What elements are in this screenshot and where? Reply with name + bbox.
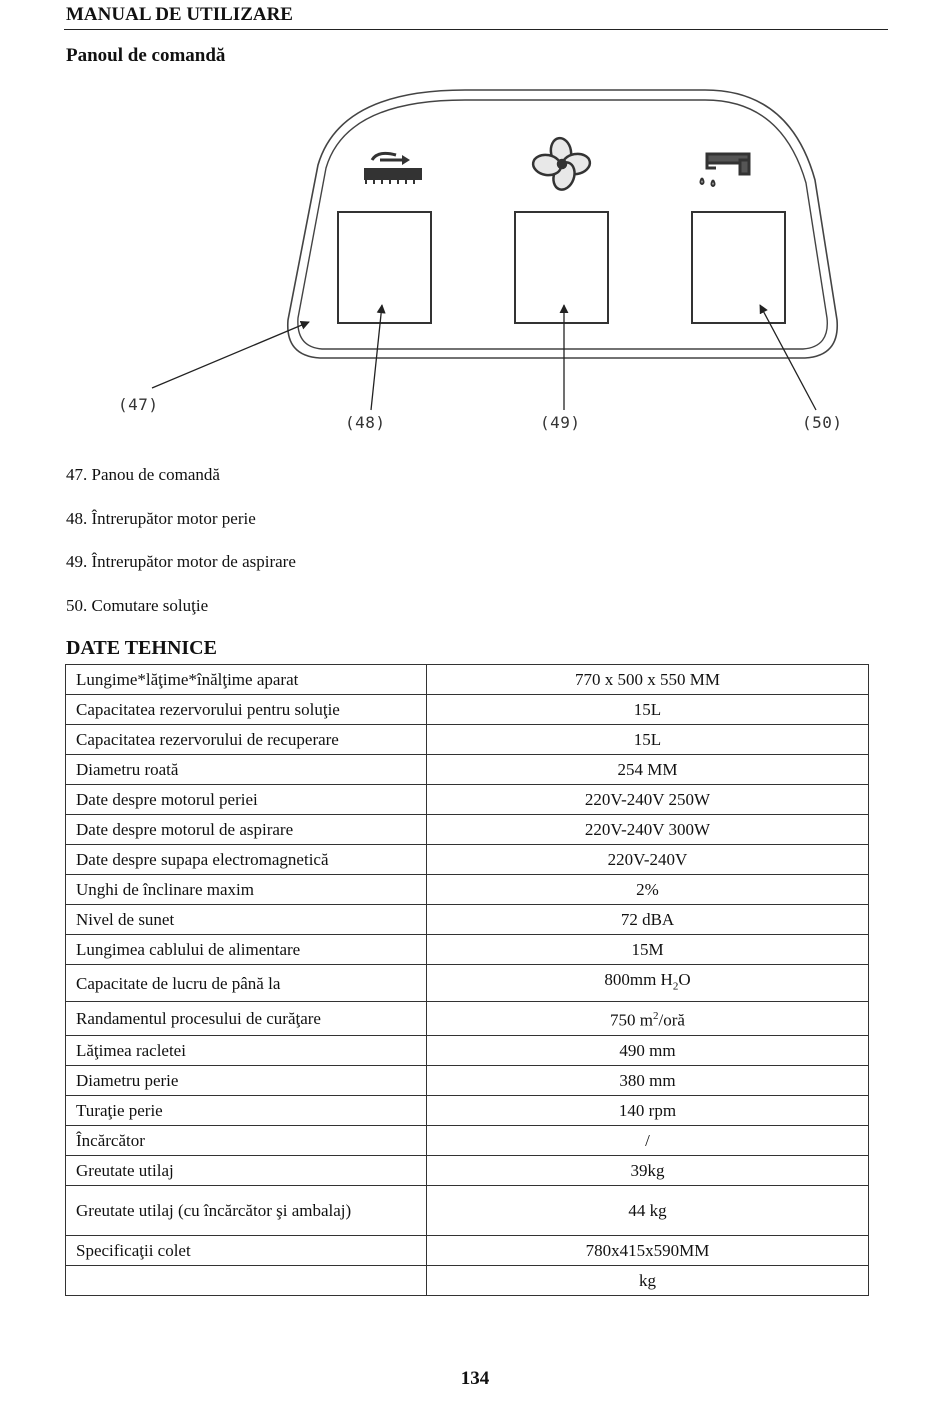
spec-value: 72 dBA — [427, 905, 869, 935]
spec-name: Turaţie perie — [66, 1096, 427, 1126]
spec-name: Lungimea cablului de alimentare — [66, 935, 427, 965]
table-row — [66, 725, 869, 755]
legend-item: 48. Întrerupător motor perie — [66, 509, 256, 528]
table-row — [66, 1002, 869, 1036]
manual-title: MANUAL DE UTILIZARE — [66, 4, 293, 25]
table-row — [66, 695, 869, 725]
spec-name: Randamentul procesului de curăţare — [66, 1002, 427, 1036]
spec-value: 2% — [427, 875, 869, 905]
spec-value: 750 $m^2$/oră — [427, 1002, 869, 1036]
spec-name: Lăţimea racletei — [66, 1036, 427, 1066]
spec-name: Capacitate de lucru de până la — [66, 965, 427, 1002]
spec-name: Diametru roată — [66, 755, 427, 785]
spec-name: Lungime*lăţime*înălţime aparat — [66, 665, 427, 695]
table-row — [66, 1066, 869, 1096]
spec-value: 490 mm — [427, 1036, 869, 1066]
spec-value: 780x415x590MM — [427, 1236, 869, 1266]
spec-value: 220V-240V — [427, 845, 869, 875]
spec-name: Date despre motorul de aspirare — [66, 815, 427, 845]
legend-item: 50. Comutare soluţie — [66, 596, 209, 615]
callout-49: (49) — [540, 413, 581, 432]
spec-value: 220V-240V 250W — [427, 785, 869, 815]
solution-switch[interactable] — [692, 212, 785, 323]
technical-data-title: DATE TEHNICE — [66, 637, 217, 659]
section-title: Panoul de comandă — [66, 45, 226, 66]
spec-value: 44 kg — [427, 1186, 869, 1236]
legend-item: 47. Panou de comandă — [66, 465, 220, 484]
spec-value: 15L — [427, 725, 869, 755]
table-row — [66, 1266, 869, 1296]
table-row — [66, 1186, 869, 1236]
table-row — [66, 935, 869, 965]
vacuum-motor-switch[interactable] — [515, 212, 608, 323]
table-row — [66, 1236, 869, 1266]
spec-value: 15M — [427, 935, 869, 965]
brush-motor-switch[interactable] — [338, 212, 431, 323]
table-row — [66, 815, 869, 845]
spec-name: Diametru perie — [66, 1066, 427, 1096]
table-row — [66, 965, 869, 1002]
table-row — [66, 1036, 869, 1066]
control-panel-diagram — [0, 0, 950, 450]
callout-47: (47) — [118, 395, 159, 414]
legend-item: 49. Întrerupător motor de aspirare — [66, 552, 296, 571]
fan-icon — [531, 136, 591, 192]
page-number: 134 — [460, 1368, 490, 1389]
spec-value: 220V-240V 300W — [427, 815, 869, 845]
spec-name: Nivel de sunet — [66, 905, 427, 935]
faucet-icon — [701, 154, 750, 186]
table-row — [66, 665, 869, 695]
spec-value: 140 rpm — [427, 1096, 869, 1126]
spec-value: 254 MM — [427, 755, 869, 785]
panel-outline — [288, 90, 837, 358]
callout-48: (48) — [345, 413, 386, 432]
spec-name: Greutate utilaj — [66, 1156, 427, 1186]
table-row — [66, 905, 869, 935]
table-row — [66, 1126, 869, 1156]
technical-data-table — [65, 664, 869, 1296]
table-row — [66, 1096, 869, 1126]
spec-name: Încărcător — [66, 1126, 427, 1156]
spec-value: 770 x 500 x 550 MM — [427, 665, 869, 695]
spec-name: Unghi de înclinare maxim — [66, 875, 427, 905]
table-row — [66, 875, 869, 905]
spec-value: / — [427, 1126, 869, 1156]
callout-50: (50) — [802, 413, 843, 432]
spec-value: 380 mm — [427, 1066, 869, 1096]
spec-name: Capacitatea rezervorului pentru soluţie — [66, 695, 427, 725]
spec-name: Greutate utilaj (cu încărcător şi ambalaj) — [66, 1186, 427, 1236]
table-row — [66, 1156, 869, 1186]
spec-name: Date despre supapa electromagnetică — [66, 845, 427, 875]
spec-name: Specificaţii colet — [66, 1236, 427, 1266]
spec-name: Date despre motorul periei — [66, 785, 427, 815]
table-row — [66, 785, 869, 815]
spec-value: 800mm $H_2O$ — [427, 965, 869, 1002]
spec-value: kg — [427, 1266, 869, 1296]
spec-value: 39kg — [427, 1156, 869, 1186]
spec-name — [66, 1266, 427, 1296]
brush-icon — [364, 153, 422, 184]
callout-47-leader — [152, 322, 309, 388]
table-row — [66, 845, 869, 875]
spec-name: Capacitatea rezervorului de recuperare — [66, 725, 427, 755]
spec-value: 15L — [427, 695, 869, 725]
table-row — [66, 755, 869, 785]
